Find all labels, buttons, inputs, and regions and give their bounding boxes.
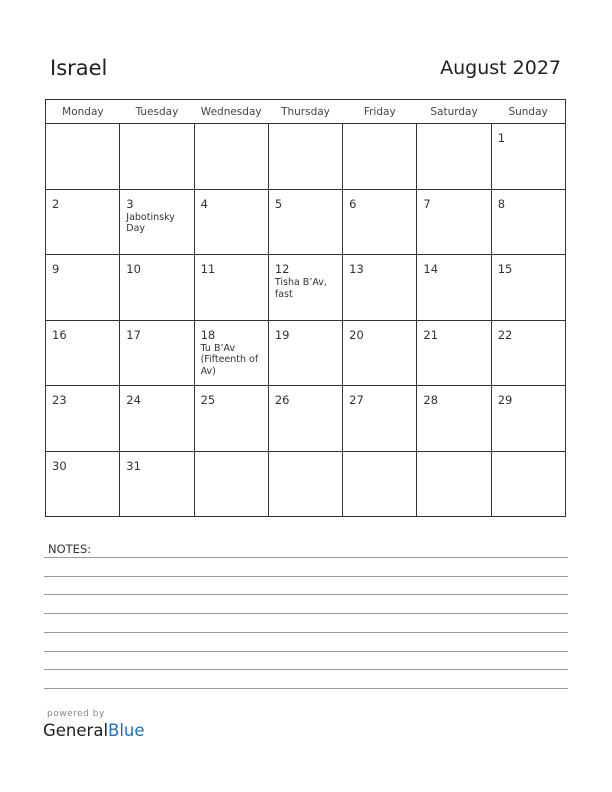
weekday-wednesday: Wednesday	[194, 100, 268, 124]
day-cell	[194, 189, 268, 255]
weekday-friday: Friday	[343, 100, 417, 124]
day-cell	[417, 386, 491, 452]
day-cell	[120, 320, 194, 386]
day-cell	[194, 255, 268, 321]
day-number: 8	[497, 196, 506, 211]
day-number: 27	[349, 393, 364, 407]
day-number: 6	[349, 196, 357, 211]
note-line	[44, 651, 568, 652]
day-cell	[343, 320, 417, 386]
weekday-monday: Monday	[46, 100, 120, 124]
day-number: 29	[497, 393, 513, 407]
day-cell	[343, 451, 417, 517]
day-cell	[417, 189, 491, 255]
day-number: 28	[423, 393, 439, 407]
day-cell	[194, 451, 268, 517]
week-row	[46, 320, 566, 386]
day-cell	[120, 124, 194, 190]
day-cell	[120, 386, 194, 452]
week-row	[46, 451, 566, 517]
day-number: 18	[200, 327, 216, 342]
day-cell	[120, 255, 194, 321]
week-row	[46, 124, 566, 190]
day-cell	[46, 451, 120, 517]
day-number: 10	[126, 262, 141, 276]
weekday-header-row	[46, 100, 566, 124]
country-title: Israel	[50, 56, 108, 80]
day-number: 30	[52, 458, 67, 473]
holiday-label: Tisha B’Av, fast	[274, 277, 327, 300]
day-cell	[491, 124, 565, 190]
day-number: 13	[349, 262, 364, 276]
day-cell	[194, 124, 268, 190]
weekday-sunday: Sunday	[491, 100, 565, 124]
day-cell	[417, 124, 491, 190]
day-cell	[343, 189, 417, 255]
day-cell	[268, 124, 342, 190]
day-number: 11	[200, 262, 216, 276]
week-row	[46, 189, 566, 255]
generalblue-logo[interactable]	[43, 721, 145, 740]
day-number: 14	[423, 262, 439, 276]
day-cell	[491, 189, 565, 255]
day-number: 2	[52, 196, 60, 211]
day-cell	[491, 255, 565, 321]
day-number: 21	[423, 327, 439, 342]
day-cell	[268, 255, 342, 321]
note-line	[44, 632, 568, 633]
day-number: 24	[126, 393, 141, 407]
note-line	[44, 669, 568, 670]
day-cell	[46, 124, 120, 190]
day-cell	[120, 189, 194, 255]
brand-general: General	[43, 721, 109, 740]
day-cell	[268, 189, 342, 255]
day-cell	[491, 320, 565, 386]
day-number: 23	[52, 393, 67, 407]
day-cell	[417, 255, 491, 321]
day-number: 15	[497, 262, 513, 276]
notes-label: NOTES:	[48, 542, 92, 556]
day-cell	[46, 255, 120, 321]
calendar-grid	[45, 99, 566, 517]
day-cell	[417, 451, 491, 517]
day-number: 31	[126, 458, 141, 473]
day-cell	[46, 189, 120, 255]
day-cell	[343, 386, 417, 452]
day-cell	[194, 386, 268, 452]
powered-by-text: powered by	[47, 709, 105, 719]
weekday-saturday: Saturday	[417, 100, 491, 124]
note-line	[44, 688, 568, 689]
day-number: 22	[497, 327, 513, 342]
day-number: 17	[126, 327, 141, 342]
day-cell	[417, 320, 491, 386]
weekday-tuesday: Tuesday	[120, 100, 194, 124]
weekday-thursday: Thursday	[268, 100, 342, 124]
note-line	[44, 594, 568, 595]
day-number: 25	[200, 393, 216, 407]
day-cell	[46, 320, 120, 386]
day-cell	[343, 255, 417, 321]
day-cell	[343, 124, 417, 190]
note-line	[44, 557, 568, 558]
day-number: 5	[274, 196, 283, 211]
day-cell	[491, 386, 565, 452]
day-cell	[120, 451, 194, 517]
note-line	[44, 613, 568, 614]
day-cell	[268, 320, 342, 386]
day-number: 3	[126, 196, 134, 211]
day-number: 12	[274, 262, 290, 276]
day-number: 26	[274, 393, 290, 407]
day-cell	[46, 386, 120, 452]
day-cell	[491, 451, 565, 517]
day-number: 1	[497, 131, 506, 145]
brand-blue: Blue	[108, 721, 145, 740]
day-number: 4	[200, 196, 208, 211]
day-cell	[194, 320, 268, 386]
week-row	[46, 255, 566, 321]
holiday-label: Jabotinsky Day	[126, 211, 175, 234]
day-number: 7	[423, 196, 431, 211]
holiday-label: Tu B’Av (Fifteenth of Av)	[200, 342, 259, 377]
day-number: 19	[274, 327, 290, 342]
day-cell	[268, 451, 342, 517]
day-number: 16	[52, 327, 67, 342]
day-number: 9	[52, 262, 60, 276]
note-line	[44, 576, 568, 577]
week-row	[46, 386, 566, 452]
day-number: 20	[349, 327, 364, 342]
day-cell	[268, 386, 342, 452]
month-year-title: August 2027	[440, 57, 561, 79]
